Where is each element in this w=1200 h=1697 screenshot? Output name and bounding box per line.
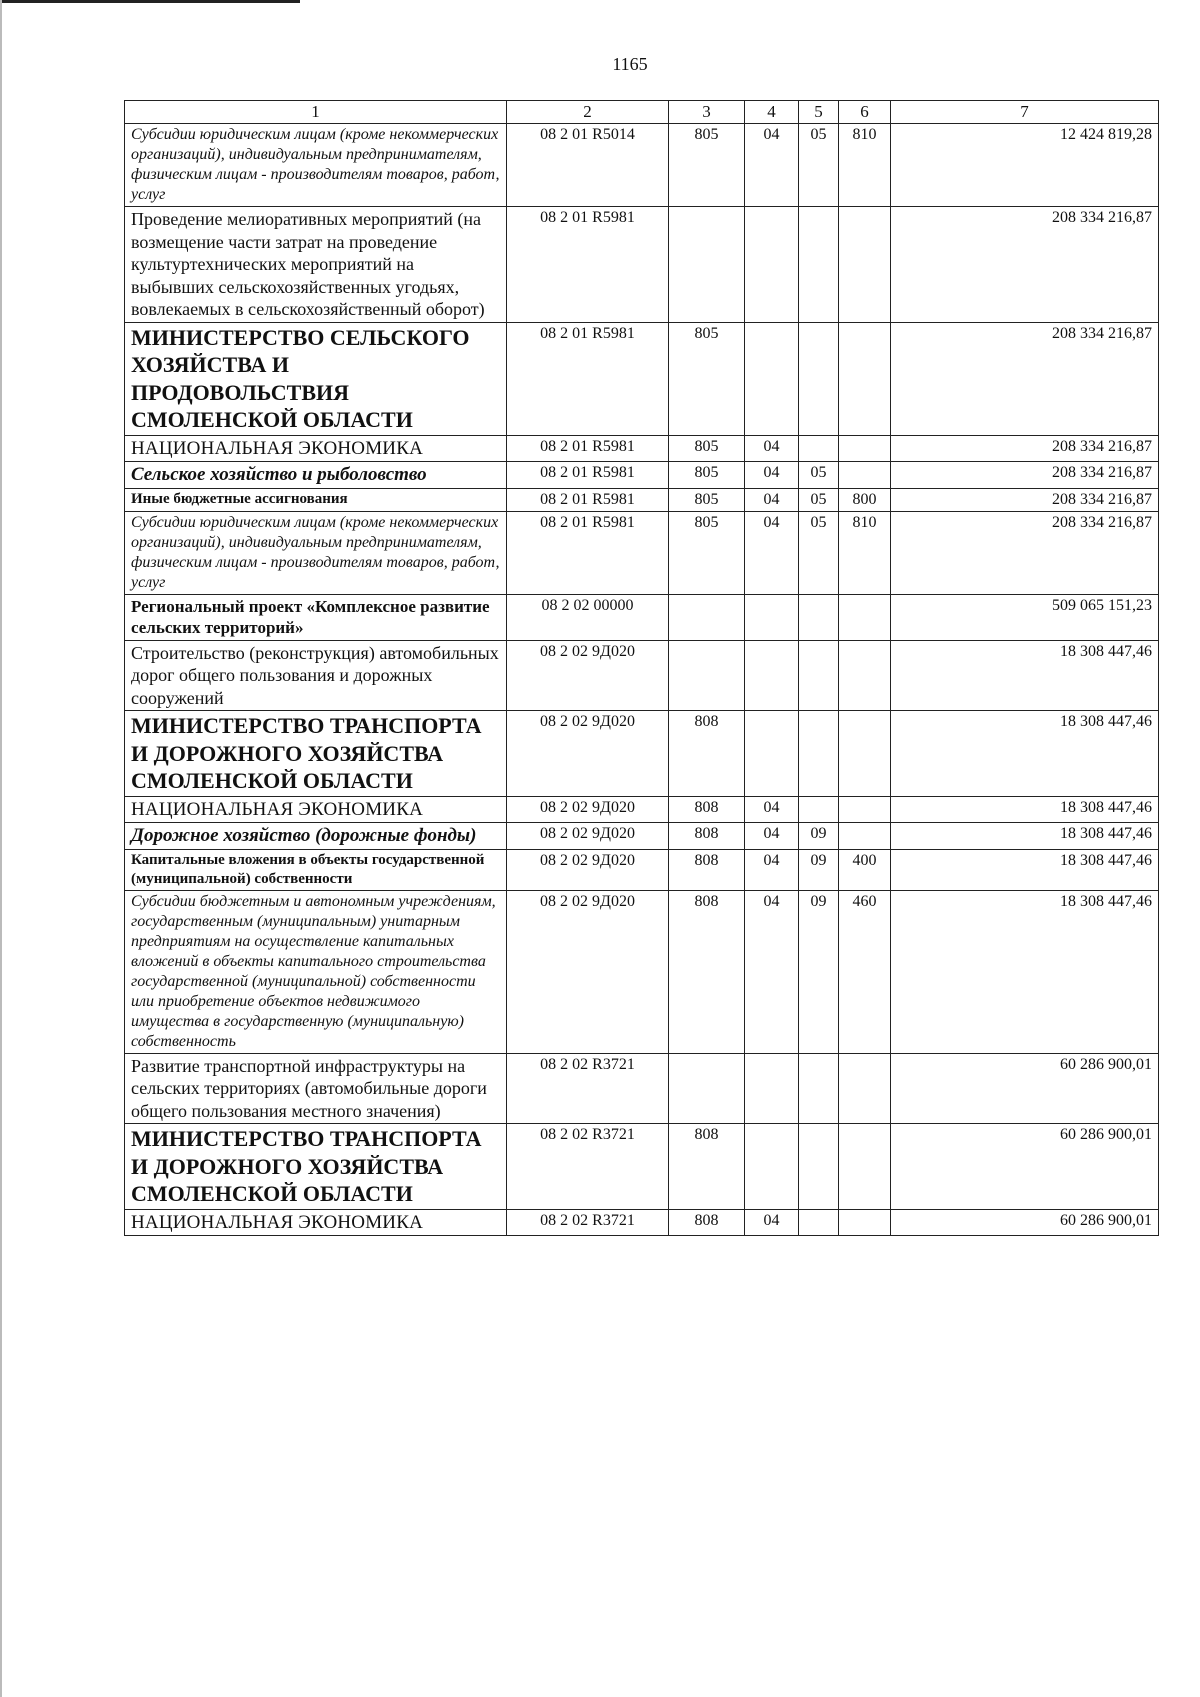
row-ministry-code	[669, 1053, 745, 1124]
row-ministry-code: 805	[669, 512, 745, 595]
budget-table	[124, 100, 1159, 1236]
row-code: 08 2 02 9Д020	[507, 823, 669, 850]
row-ministry-code	[669, 207, 745, 323]
row-section: 04	[745, 850, 799, 891]
column-header: 2	[507, 101, 669, 124]
row-section: 04	[745, 512, 799, 595]
row-amount: 18 308 447,46	[891, 890, 1159, 1053]
row-amount: 12 424 819,28	[891, 124, 1159, 207]
row-amount: 208 334 216,87	[891, 322, 1159, 435]
row-expense-type	[839, 796, 891, 823]
row-subsection	[799, 595, 839, 641]
row-section: 04	[745, 1209, 799, 1236]
row-section: 04	[745, 124, 799, 207]
table-row	[125, 489, 1159, 512]
table-row	[125, 711, 1159, 797]
row-expense-type: 400	[839, 850, 891, 891]
row-amount: 18 308 447,46	[891, 823, 1159, 850]
row-section	[745, 207, 799, 323]
row-expense-type: 800	[839, 489, 891, 512]
row-section	[745, 711, 799, 797]
row-amount: 60 286 900,01	[891, 1209, 1159, 1236]
row-ministry-code: 805	[669, 489, 745, 512]
row-expense-type	[839, 640, 891, 711]
row-name: НАЦИОНАЛЬНАЯ ЭКОНОМИКА	[125, 796, 507, 823]
table-body	[125, 101, 1159, 1236]
row-name: Субсидии бюджетным и автономным учреждениям, государственным (муниципальным) унитарным предприятиям на осуществление капитальных вложений в объекты капитального строительства государственной (муниципальной) собственности или приобретение объектов недвижимого имущества в государственную (муниципальную) собственность	[125, 890, 507, 1053]
column-header: 7	[891, 101, 1159, 124]
row-section: 04	[745, 796, 799, 823]
row-name: Строительство (реконструкция) автомобильных дорог общего пользования и дорожных сооружений	[125, 640, 507, 711]
row-code: 08 2 02 9Д020	[507, 711, 669, 797]
page-number: 1165	[612, 54, 648, 74]
column-header: 3	[669, 101, 745, 124]
row-ministry-code: 808	[669, 1124, 745, 1210]
row-expense-type	[839, 1053, 891, 1124]
row-subsection	[799, 711, 839, 797]
row-name: Региональный проект «Комплексное развитие сельских территорий»	[125, 595, 507, 641]
row-code: 08 2 01 R5981	[507, 489, 669, 512]
row-section: 04	[745, 823, 799, 850]
table-row	[125, 1209, 1159, 1236]
table-row	[125, 435, 1159, 462]
row-expense-type	[839, 823, 891, 850]
row-name: НАЦИОНАЛЬНАЯ ЭКОНОМИКА	[125, 435, 507, 462]
row-amount: 208 334 216,87	[891, 435, 1159, 462]
column-header: 1	[125, 101, 507, 124]
table-row	[125, 890, 1159, 1053]
row-expense-type: 460	[839, 890, 891, 1053]
row-code: 08 2 01 R5981	[507, 207, 669, 323]
column-header-row	[125, 101, 1159, 124]
table-row	[125, 1124, 1159, 1210]
row-section	[745, 595, 799, 641]
row-amount: 208 334 216,87	[891, 512, 1159, 595]
row-name: Субсидии юридическим лицам (кроме некоммерческих организаций), индивидуальным предпринимателям, физическим лицам - производителям товаров, работ, услуг	[125, 124, 507, 207]
row-section: 04	[745, 462, 799, 489]
row-amount: 509 065 151,23	[891, 595, 1159, 641]
row-ministry-code: 805	[669, 124, 745, 207]
row-name: Проведение мелиоративных мероприятий (на возмещение части затрат на проведение культуртехнических мероприятий на выбывших сельскохозяйственных угодьях, вовлекаемых в сельскохозяйственный оборот)	[125, 207, 507, 323]
row-ministry-code: 808	[669, 823, 745, 850]
row-ministry-code: 808	[669, 850, 745, 891]
row-name: Дорожное хозяйство (дорожные фонды)	[125, 823, 507, 850]
row-code: 08 2 02 9Д020	[507, 890, 669, 1053]
row-amount: 60 286 900,01	[891, 1053, 1159, 1124]
row-amount: 208 334 216,87	[891, 462, 1159, 489]
row-expense-type	[839, 1209, 891, 1236]
table-row	[125, 850, 1159, 891]
row-section	[745, 1124, 799, 1210]
row-expense-type: 810	[839, 512, 891, 595]
row-code: 08 2 01 R5981	[507, 322, 669, 435]
row-amount: 60 286 900,01	[891, 1124, 1159, 1210]
row-amount: 208 334 216,87	[891, 489, 1159, 512]
row-code: 08 2 02 R3721	[507, 1053, 669, 1124]
row-subsection	[799, 1209, 839, 1236]
table-row	[125, 595, 1159, 641]
column-header: 6	[839, 101, 891, 124]
row-ministry-code: 808	[669, 796, 745, 823]
row-amount: 18 308 447,46	[891, 796, 1159, 823]
table-row	[125, 322, 1159, 435]
row-ministry-code: 808	[669, 711, 745, 797]
page-edge	[0, 0, 2, 1697]
row-code: 08 2 01 R5981	[507, 435, 669, 462]
row-ministry-code: 808	[669, 890, 745, 1053]
row-subsection	[799, 1124, 839, 1210]
row-section: 04	[745, 489, 799, 512]
row-code: 08 2 01 R5014	[507, 124, 669, 207]
row-subsection	[799, 640, 839, 711]
row-amount: 208 334 216,87	[891, 207, 1159, 323]
row-section	[745, 640, 799, 711]
row-subsection	[799, 207, 839, 323]
table-row	[125, 462, 1159, 489]
row-expense-type	[839, 435, 891, 462]
row-code: 08 2 02 9Д020	[507, 796, 669, 823]
table-row	[125, 207, 1159, 323]
top-rule	[0, 0, 300, 3]
table-row	[125, 640, 1159, 711]
row-name: Капитальные вложения в объекты государственной (муниципальной) собственности	[125, 850, 507, 891]
row-code: 08 2 02 R3721	[507, 1209, 669, 1236]
row-subsection: 05	[799, 512, 839, 595]
table-row	[125, 512, 1159, 595]
row-name: Субсидии юридическим лицам (кроме некоммерческих организаций), индивидуальным предпринимателям, физическим лицам - производителям товаров, работ, услуг	[125, 512, 507, 595]
row-subsection: 09	[799, 890, 839, 1053]
row-subsection	[799, 1053, 839, 1124]
row-section	[745, 1053, 799, 1124]
row-name: МИНИСТЕРСТВО ТРАНСПОРТА И ДОРОЖНОГО ХОЗЯЙСТВА СМОЛЕНСКОЙ ОБЛАСТИ	[125, 711, 507, 797]
row-ministry-code	[669, 640, 745, 711]
row-amount: 18 308 447,46	[891, 711, 1159, 797]
row-code: 08 2 02 00000	[507, 595, 669, 641]
row-ministry-code: 805	[669, 322, 745, 435]
row-section	[745, 322, 799, 435]
row-name: Иные бюджетные ассигнования	[125, 489, 507, 512]
row-code: 08 2 01 R5981	[507, 462, 669, 489]
row-subsection: 09	[799, 823, 839, 850]
row-section: 04	[745, 435, 799, 462]
row-ministry-code	[669, 595, 745, 641]
column-header: 5	[799, 101, 839, 124]
row-expense-type	[839, 207, 891, 323]
row-name: Развитие транспортной инфраструктуры на сельских территориях (автомобильные дороги общего пользования местного значения)	[125, 1053, 507, 1124]
row-ministry-code: 808	[669, 1209, 745, 1236]
row-name: НАЦИОНАЛЬНАЯ ЭКОНОМИКА	[125, 1209, 507, 1236]
row-expense-type	[839, 322, 891, 435]
row-subsection	[799, 322, 839, 435]
row-code: 08 2 02 9Д020	[507, 850, 669, 891]
row-name: МИНИСТЕРСТВО ТРАНСПОРТА И ДОРОЖНОГО ХОЗЯЙСТВА СМОЛЕНСКОЙ ОБЛАСТИ	[125, 1124, 507, 1210]
row-subsection: 05	[799, 462, 839, 489]
row-subsection: 05	[799, 489, 839, 512]
column-header: 4	[745, 101, 799, 124]
row-ministry-code: 805	[669, 435, 745, 462]
row-name: Сельское хозяйство и рыболовство	[125, 462, 507, 489]
row-subsection	[799, 435, 839, 462]
row-section: 04	[745, 890, 799, 1053]
row-code: 08 2 02 9Д020	[507, 640, 669, 711]
row-amount: 18 308 447,46	[891, 640, 1159, 711]
table-row	[125, 124, 1159, 207]
row-code: 08 2 02 R3721	[507, 1124, 669, 1210]
row-expense-type	[839, 595, 891, 641]
row-ministry-code: 805	[669, 462, 745, 489]
row-expense-type: 810	[839, 124, 891, 207]
row-code: 08 2 01 R5981	[507, 512, 669, 595]
row-subsection: 09	[799, 850, 839, 891]
row-name: МИНИСТЕРСТВО СЕЛЬСКОГО ХОЗЯЙСТВА И ПРОДОВОЛЬСТВИЯ СМОЛЕНСКОЙ ОБЛАСТИ	[125, 322, 507, 435]
row-amount: 18 308 447,46	[891, 850, 1159, 891]
table-row	[125, 1053, 1159, 1124]
row-expense-type	[839, 1124, 891, 1210]
table-row	[125, 796, 1159, 823]
row-expense-type	[839, 462, 891, 489]
row-subsection	[799, 796, 839, 823]
row-expense-type	[839, 711, 891, 797]
table-row	[125, 823, 1159, 850]
row-subsection: 05	[799, 124, 839, 207]
